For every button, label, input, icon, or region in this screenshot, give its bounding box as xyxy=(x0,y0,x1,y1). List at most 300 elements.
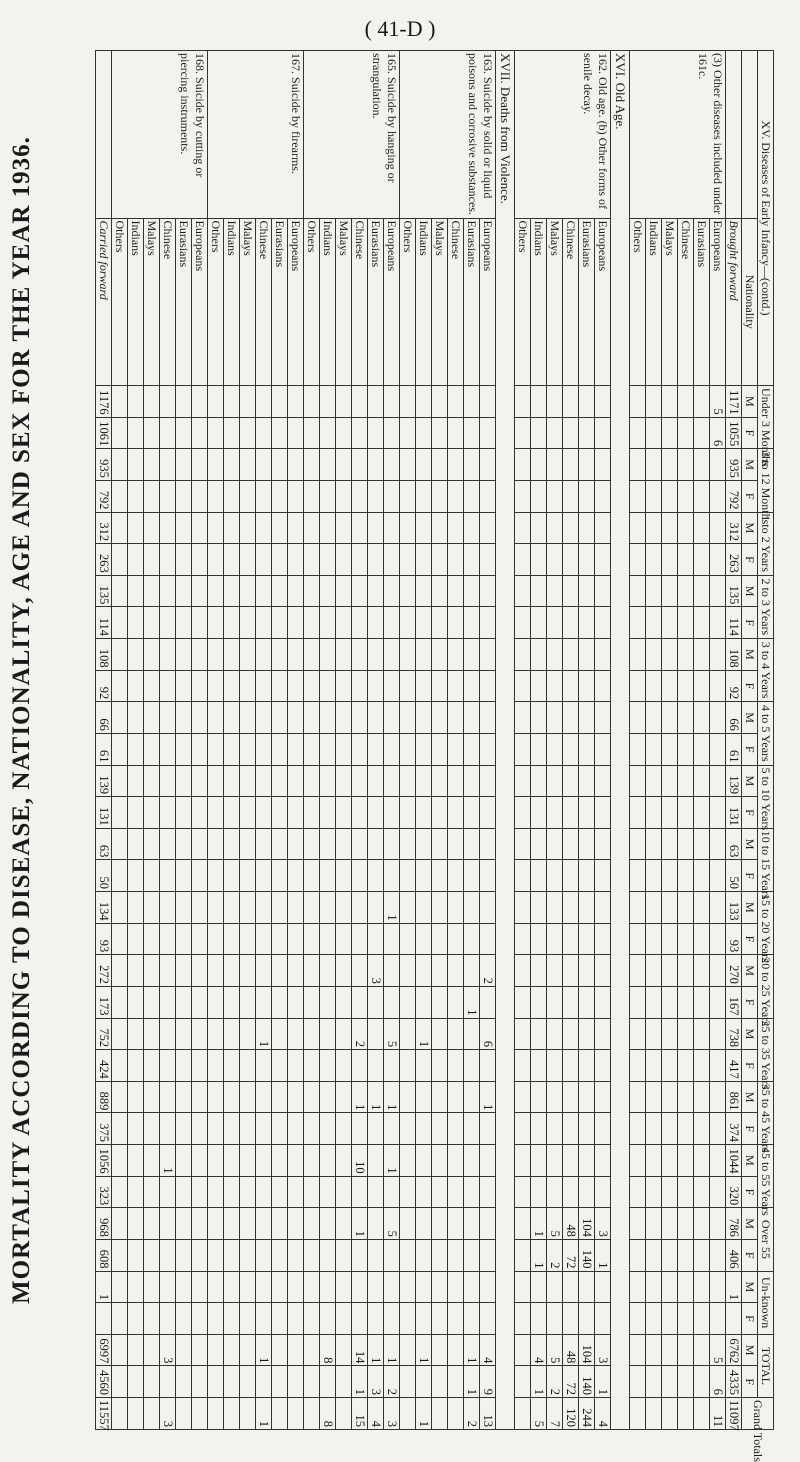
table-cell xyxy=(112,1050,128,1082)
table-cell xyxy=(515,1081,531,1113)
table-cell xyxy=(464,670,480,702)
table-cell xyxy=(515,1113,531,1145)
table-cell xyxy=(208,733,224,765)
table-cell: 134 xyxy=(96,892,112,924)
table-cell xyxy=(192,828,208,860)
nationality-label: Others xyxy=(630,218,646,386)
table-cell xyxy=(694,765,710,797)
table-cell xyxy=(336,1113,352,1145)
table-cell xyxy=(563,449,579,481)
table-cell xyxy=(480,1050,496,1082)
table-cell xyxy=(480,733,496,765)
table-cell xyxy=(678,828,694,860)
table-cell xyxy=(480,1145,496,1177)
table-cell xyxy=(595,1018,611,1050)
table-cell xyxy=(176,955,192,987)
table-cell: 5 xyxy=(384,1208,400,1240)
table-cell xyxy=(128,1176,144,1208)
table-cell xyxy=(726,1303,742,1335)
table-cell xyxy=(515,1050,531,1082)
table-cell xyxy=(448,607,464,639)
table-cell xyxy=(112,733,128,765)
table-cell xyxy=(304,512,320,544)
table-cell xyxy=(320,892,336,924)
table-cell: 4335 xyxy=(726,1366,742,1398)
table-cell xyxy=(400,1145,416,1177)
table-cell: 3 xyxy=(160,1398,176,1430)
table-cell xyxy=(563,607,579,639)
table-cell xyxy=(400,639,416,671)
table-cell xyxy=(448,1239,464,1271)
table-cell xyxy=(368,923,384,955)
table-cell xyxy=(352,670,368,702)
table-cell xyxy=(288,1334,304,1366)
table-cell xyxy=(192,1334,208,1366)
table-cell xyxy=(256,575,272,607)
table-cell xyxy=(320,544,336,576)
table-cell xyxy=(128,702,144,734)
table-cell xyxy=(416,1050,432,1082)
table-cell xyxy=(515,986,531,1018)
table-cell xyxy=(288,480,304,512)
table-cell xyxy=(352,955,368,987)
table-cell xyxy=(448,955,464,987)
table-cell xyxy=(678,1239,694,1271)
table-cell xyxy=(208,797,224,829)
table-cell xyxy=(352,386,368,418)
table-cell xyxy=(336,1366,352,1398)
table-cell xyxy=(128,544,144,576)
table-cell xyxy=(710,1208,726,1240)
table-cell xyxy=(160,1018,176,1050)
table-cell xyxy=(176,670,192,702)
table-cell xyxy=(256,860,272,892)
table-cell xyxy=(630,1050,646,1082)
table-cell xyxy=(128,797,144,829)
table-cell xyxy=(630,892,646,924)
table-cell: 7 xyxy=(547,1398,563,1430)
table-cell: 120 xyxy=(563,1398,579,1430)
table-cell xyxy=(384,1271,400,1303)
age-group-header: 5 to 10 Years xyxy=(758,765,774,828)
cause-label: (3) Other diseases included under 161c. xyxy=(630,51,726,219)
table-cell xyxy=(400,1208,416,1240)
table-cell xyxy=(256,607,272,639)
table-cell xyxy=(304,702,320,734)
table-cell xyxy=(160,1239,176,1271)
table-cell xyxy=(320,733,336,765)
table-cell: 10 xyxy=(352,1145,368,1177)
table-cell xyxy=(368,797,384,829)
table-cell xyxy=(432,575,448,607)
table-cell: 3 xyxy=(384,1398,400,1430)
table-cell xyxy=(448,417,464,449)
table-cell xyxy=(646,1018,662,1050)
table-cell xyxy=(595,1050,611,1082)
table-cell xyxy=(416,1303,432,1335)
row-label: Carried forward xyxy=(96,218,112,386)
male-header: M xyxy=(742,892,758,924)
table-cell xyxy=(448,512,464,544)
table-cell: 139 xyxy=(726,765,742,797)
table-cell: 4 xyxy=(595,1398,611,1430)
table-cell xyxy=(240,575,256,607)
table-cell xyxy=(531,828,547,860)
table-cell xyxy=(630,828,646,860)
table-cell xyxy=(416,1208,432,1240)
table-cell xyxy=(432,1208,448,1240)
table-cell xyxy=(288,828,304,860)
table-cell xyxy=(400,892,416,924)
table-cell xyxy=(288,639,304,671)
table-cell xyxy=(448,1176,464,1208)
table-cell xyxy=(224,860,240,892)
table-cell: 133 xyxy=(726,892,742,924)
table-cell xyxy=(579,1271,595,1303)
table-cell xyxy=(448,449,464,481)
table-cell: 1 xyxy=(531,1208,547,1240)
table-cell xyxy=(368,512,384,544)
table-cell xyxy=(384,765,400,797)
table-header xyxy=(742,51,774,1462)
table-cell xyxy=(416,702,432,734)
table-cell xyxy=(208,923,224,955)
table-cell xyxy=(304,797,320,829)
table-cell: 272 xyxy=(96,955,112,987)
table-cell xyxy=(448,639,464,671)
table-cell xyxy=(515,480,531,512)
table-row xyxy=(288,51,304,1430)
table-cell xyxy=(160,1208,176,1240)
table-cell xyxy=(384,1239,400,1271)
table-cell xyxy=(144,386,160,418)
table-cell xyxy=(563,955,579,987)
table-cell xyxy=(400,670,416,702)
table-cell xyxy=(630,1113,646,1145)
table-cell xyxy=(662,1271,678,1303)
table-cell xyxy=(563,765,579,797)
table-cell xyxy=(448,828,464,860)
age-group-header: 1 to 2 Years xyxy=(758,512,774,575)
table-cell xyxy=(448,1050,464,1082)
table-cell xyxy=(128,1398,144,1430)
table-cell xyxy=(547,828,563,860)
table-cell xyxy=(128,386,144,418)
table-cell xyxy=(678,1208,694,1240)
table-cell xyxy=(304,417,320,449)
table-cell xyxy=(320,1145,336,1177)
table-cell xyxy=(112,1366,128,1398)
table-cell xyxy=(192,923,208,955)
nationality-label: Chinese xyxy=(352,218,368,386)
brought-forward-row xyxy=(726,51,742,1430)
table-cell xyxy=(464,1050,480,1082)
table-row xyxy=(694,51,710,1430)
table-cell xyxy=(515,544,531,576)
table-cell xyxy=(224,1334,240,1366)
table-cell xyxy=(547,702,563,734)
table-cell xyxy=(515,702,531,734)
table-cell xyxy=(368,544,384,576)
table-cell xyxy=(646,702,662,734)
cause-header: XV. Diseases of Early Infancy—(contd.) xyxy=(758,51,774,386)
table-cell xyxy=(384,955,400,987)
table-cell xyxy=(694,1271,710,1303)
table-cell xyxy=(595,480,611,512)
table-cell xyxy=(144,1050,160,1082)
table-cell xyxy=(128,828,144,860)
mortality-table xyxy=(44,50,774,1462)
table-cell xyxy=(176,1018,192,1050)
table-cell xyxy=(515,449,531,481)
table-cell: 13 xyxy=(480,1398,496,1430)
table-cell xyxy=(662,1239,678,1271)
table-cell xyxy=(579,797,595,829)
table-row xyxy=(240,51,256,1430)
nationality-label: Europeans xyxy=(288,218,304,386)
table-cell: 1 xyxy=(464,1366,480,1398)
table-cell xyxy=(176,512,192,544)
table-cell: 173 xyxy=(96,986,112,1018)
table-cell xyxy=(432,544,448,576)
table-cell xyxy=(464,892,480,924)
table-cell xyxy=(400,480,416,512)
table-cell xyxy=(694,1018,710,1050)
table-cell xyxy=(480,670,496,702)
table-cell xyxy=(595,639,611,671)
table-cell xyxy=(710,892,726,924)
table-cell xyxy=(352,449,368,481)
table-cell xyxy=(710,449,726,481)
table-cell xyxy=(208,1050,224,1082)
table-cell xyxy=(160,386,176,418)
table-cell xyxy=(595,544,611,576)
table-cell xyxy=(384,860,400,892)
table-cell xyxy=(144,1271,160,1303)
table-cell xyxy=(694,955,710,987)
table-cell xyxy=(128,1271,144,1303)
nationality-label: Malays xyxy=(547,218,563,386)
table-cell xyxy=(400,1398,416,1430)
table-cell xyxy=(320,417,336,449)
table-cell xyxy=(160,1271,176,1303)
table-cell xyxy=(272,1208,288,1240)
table-cell xyxy=(662,892,678,924)
table-cell xyxy=(432,892,448,924)
table-cell xyxy=(352,797,368,829)
table-cell xyxy=(112,1145,128,1177)
table-cell xyxy=(694,733,710,765)
table-cell xyxy=(272,1018,288,1050)
table-cell xyxy=(662,1145,678,1177)
table-cell xyxy=(563,1018,579,1050)
table-cell xyxy=(630,386,646,418)
table-cell xyxy=(144,449,160,481)
nationality-header: Nationality xyxy=(742,218,758,386)
table-cell xyxy=(531,386,547,418)
table-cell: 1 xyxy=(595,1239,611,1271)
table-row xyxy=(630,51,646,1430)
table-cell xyxy=(710,1113,726,1145)
table-cell xyxy=(304,892,320,924)
table-cell xyxy=(256,449,272,481)
table-cell: 135 xyxy=(726,575,742,607)
table-cell xyxy=(176,607,192,639)
table-row xyxy=(416,51,432,1430)
table-cell xyxy=(240,860,256,892)
table-cell xyxy=(272,670,288,702)
table-cell xyxy=(176,733,192,765)
table-cell xyxy=(416,1145,432,1177)
table-cell xyxy=(480,417,496,449)
nationality-label: Malays xyxy=(432,218,448,386)
table-cell xyxy=(192,986,208,1018)
table-cell xyxy=(595,797,611,829)
table-cell xyxy=(694,702,710,734)
table-cell xyxy=(112,1081,128,1113)
table-cell xyxy=(240,1081,256,1113)
cause-label: 165. Suicide by hanging or strangulation. xyxy=(304,51,400,219)
table-cell xyxy=(630,512,646,544)
table-cell: 140 xyxy=(579,1366,595,1398)
nationality-label: Malays xyxy=(240,218,256,386)
table-row xyxy=(320,51,336,1430)
table-cell xyxy=(579,449,595,481)
table-cell xyxy=(160,1113,176,1145)
table-cell xyxy=(192,575,208,607)
table-cell xyxy=(579,386,595,418)
table-cell xyxy=(272,512,288,544)
table-cell xyxy=(336,955,352,987)
table-cell xyxy=(646,923,662,955)
table-cell xyxy=(224,986,240,1018)
table-cell xyxy=(320,1366,336,1398)
table-cell xyxy=(416,670,432,702)
table-cell xyxy=(694,828,710,860)
table-cell xyxy=(547,1145,563,1177)
table-cell xyxy=(224,480,240,512)
table-cell xyxy=(563,986,579,1018)
table-cell xyxy=(448,923,464,955)
table-cell xyxy=(531,1113,547,1145)
table-cell xyxy=(547,986,563,1018)
table-cell xyxy=(96,1303,112,1335)
table-cell xyxy=(662,765,678,797)
table-cell xyxy=(352,765,368,797)
age-group-header: 3 to 12 Months xyxy=(758,449,774,512)
table-cell xyxy=(531,1050,547,1082)
table-row xyxy=(432,51,448,1430)
table-cell xyxy=(112,797,128,829)
table-cell xyxy=(662,1303,678,1335)
cause-col-header xyxy=(742,51,758,219)
table-cell xyxy=(208,765,224,797)
table-cell: 114 xyxy=(726,607,742,639)
table-cell xyxy=(192,955,208,987)
table-cell xyxy=(272,1113,288,1145)
table-cell xyxy=(630,1334,646,1366)
table-cell: 5 xyxy=(384,1018,400,1050)
table-cell xyxy=(646,1398,662,1430)
table-cell xyxy=(368,1303,384,1335)
nationality-label: Eurasians xyxy=(272,218,288,386)
table-cell xyxy=(192,1081,208,1113)
table-cell xyxy=(531,733,547,765)
table-cell xyxy=(304,607,320,639)
table-cell xyxy=(448,575,464,607)
table-cell xyxy=(352,923,368,955)
table-cell xyxy=(224,639,240,671)
table-cell xyxy=(352,860,368,892)
table-cell xyxy=(144,607,160,639)
table-cell xyxy=(384,923,400,955)
table-cell xyxy=(192,544,208,576)
table-cell: 93 xyxy=(96,923,112,955)
table-cell xyxy=(288,417,304,449)
table-cell xyxy=(192,417,208,449)
table-cell xyxy=(112,955,128,987)
table-cell xyxy=(192,1145,208,1177)
table-cell xyxy=(192,1239,208,1271)
table-cell: 312 xyxy=(96,512,112,544)
table-cell xyxy=(531,986,547,1018)
table-cell xyxy=(694,544,710,576)
table-cell: 417 xyxy=(726,1050,742,1082)
table-cell xyxy=(579,480,595,512)
table-cell xyxy=(595,955,611,987)
table-cell xyxy=(112,670,128,702)
table-cell xyxy=(144,1366,160,1398)
table-cell xyxy=(192,480,208,512)
table-cell xyxy=(547,955,563,987)
table-cell xyxy=(448,1208,464,1240)
table-cell xyxy=(579,639,595,671)
table-cell xyxy=(112,1398,128,1430)
table-cell xyxy=(272,765,288,797)
table-cell: 3 xyxy=(595,1208,611,1240)
table-cell xyxy=(547,1113,563,1145)
table-cell xyxy=(320,955,336,987)
table-cell xyxy=(694,386,710,418)
table-cell xyxy=(112,512,128,544)
table-cell xyxy=(384,1050,400,1082)
table-cell xyxy=(662,1050,678,1082)
table-cell xyxy=(464,544,480,576)
table-cell xyxy=(662,733,678,765)
table-cell xyxy=(480,986,496,1018)
table-cell xyxy=(694,860,710,892)
table-cell xyxy=(694,1081,710,1113)
table-cell xyxy=(416,417,432,449)
table-cell xyxy=(128,1239,144,1271)
table-cell xyxy=(384,986,400,1018)
table-cell xyxy=(400,512,416,544)
table-cell xyxy=(144,575,160,607)
table-cell xyxy=(448,986,464,1018)
table-cell xyxy=(304,386,320,418)
table-cell: 1055 xyxy=(726,417,742,449)
table-cell xyxy=(432,828,448,860)
table-cell xyxy=(646,1303,662,1335)
table-cell xyxy=(336,860,352,892)
table-cell xyxy=(464,1018,480,1050)
table-row xyxy=(515,51,531,1430)
table-cell xyxy=(480,512,496,544)
table-cell xyxy=(464,1113,480,1145)
table-cell xyxy=(416,923,432,955)
table-cell xyxy=(579,765,595,797)
table-cell xyxy=(464,575,480,607)
